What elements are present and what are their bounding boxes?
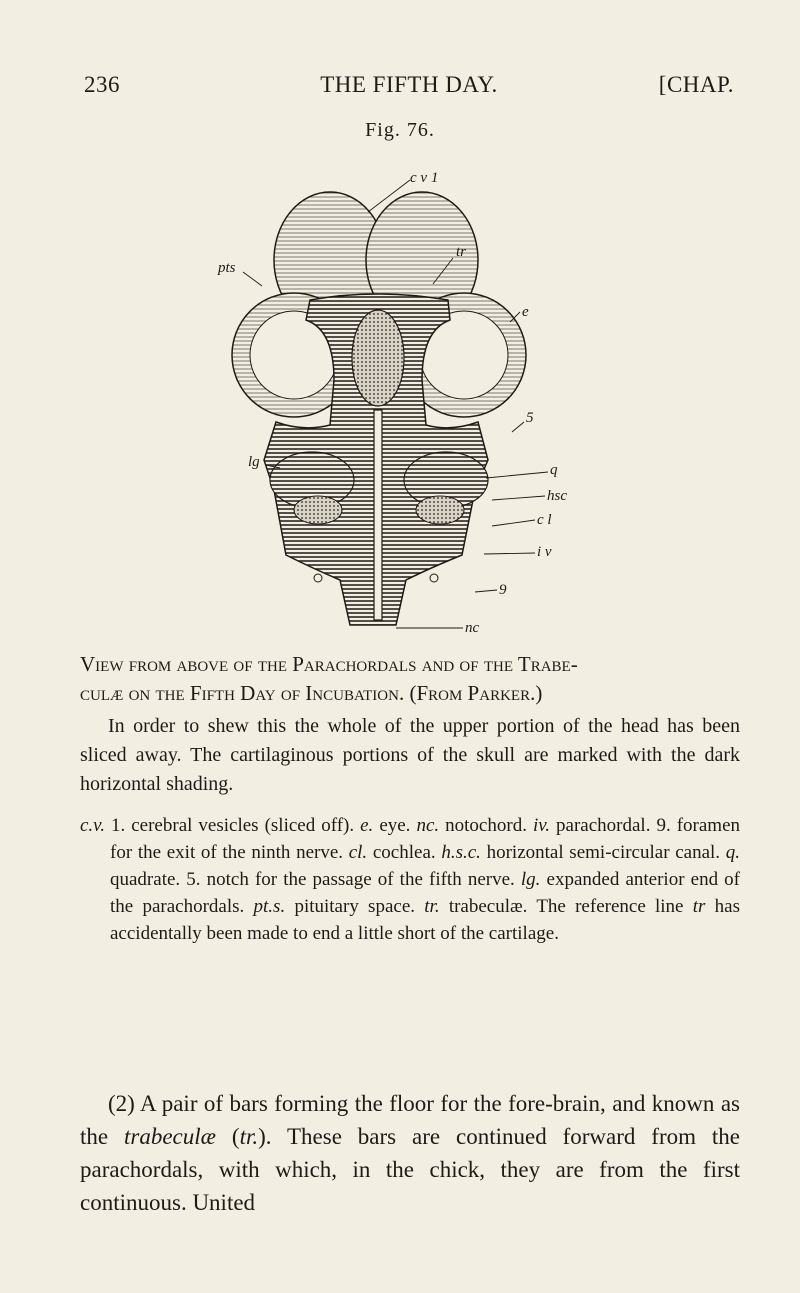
body-paragraph	[80, 1087, 740, 1219]
header-title: THE FIFTH DAY.	[320, 72, 498, 97]
abbr-nc: nc.	[416, 815, 440, 836]
label-cv1: c v 1	[410, 170, 439, 186]
label-hsc: hsc	[547, 488, 567, 504]
abbr-hsc: h.s.c.	[441, 842, 481, 863]
abbr-lg: lg.	[520, 869, 541, 890]
abbr-cl: cl.	[348, 842, 368, 863]
label-e: e	[522, 304, 529, 320]
page-number: 236	[84, 72, 120, 97]
term-trabeculae: trabeculæ	[124, 1124, 216, 1149]
legend-text: pituitary space.	[285, 896, 425, 917]
abbr-pts: pt.s.	[253, 896, 286, 917]
figure-intro-text: In order to shew this the whole of the upper portion of the head has been sliced away. The cartilaginous portions of the skull are marked with the dark horizontal shading.	[80, 715, 740, 795]
caption-line-1: View from above of the Parachordals and of the Trabe-	[80, 652, 578, 676]
abbr-cv: c.v.	[80, 815, 105, 836]
body-text: (	[216, 1124, 240, 1149]
pituitary-space	[352, 310, 404, 406]
legend-text: cochlea.	[367, 842, 442, 863]
skull-diagram	[200, 160, 620, 640]
notochord	[374, 410, 382, 620]
abbr-tr: tr.	[424, 896, 440, 917]
legend-text: parachordal. 9. foramen for the exit of the ninth nerve.	[110, 815, 741, 863]
label-tr: tr	[456, 244, 467, 260]
legend-text: notochord.	[439, 815, 533, 836]
legend-text: trabeculæ. The reference line	[439, 896, 693, 917]
label-pts: pts	[218, 260, 236, 276]
legend-text: quadrate. 5. notch for the passage of the fifth nerve.	[110, 869, 521, 890]
abbr-q: q.	[725, 842, 740, 863]
body-text: (2) A pair of bars forming the floor for the fore-brain, and known as the	[80, 1091, 740, 1149]
abbr-tr-body: tr.	[239, 1124, 259, 1149]
figure-legend	[80, 812, 740, 947]
label-5: 5	[526, 410, 534, 426]
figure-caption	[80, 650, 740, 708]
label-nc: nc	[465, 620, 480, 636]
abbr-iv: iv.	[532, 815, 551, 836]
label-cl: c l	[537, 512, 552, 528]
label-lg: lg	[248, 454, 260, 470]
legend-text: 1. cerebral vesicles (sliced off).	[104, 815, 361, 836]
figure-illustration	[200, 160, 620, 640]
caption-line-2: culæ on the Fifth Day of Incubation. (From Parker.)	[80, 681, 543, 705]
figure-label: Fig. 76.	[365, 119, 435, 141]
abbr-tr-2: tr	[692, 896, 706, 917]
legend-text: horizontal semi-circular canal.	[480, 842, 726, 863]
running-header	[84, 72, 734, 106]
label-iv: i v	[537, 544, 552, 560]
label-9: 9	[499, 582, 507, 598]
legend-text: eye.	[373, 815, 417, 836]
legend-paragraph	[80, 812, 740, 947]
abbr-e: e.	[360, 815, 374, 836]
legend-text: has accidentally been made to end a little short of the cartilage.	[110, 896, 740, 944]
label-q: q	[550, 462, 558, 478]
body-paragraph-text	[80, 1087, 740, 1219]
header-chapter: [CHAP.	[658, 72, 734, 97]
legend-text: expanded anterior end of the parachordals.	[110, 869, 741, 917]
body-text: ). These bars are continued forward from the parachordals, with which, in the chick, they are from the first continuous. United	[80, 1124, 740, 1215]
